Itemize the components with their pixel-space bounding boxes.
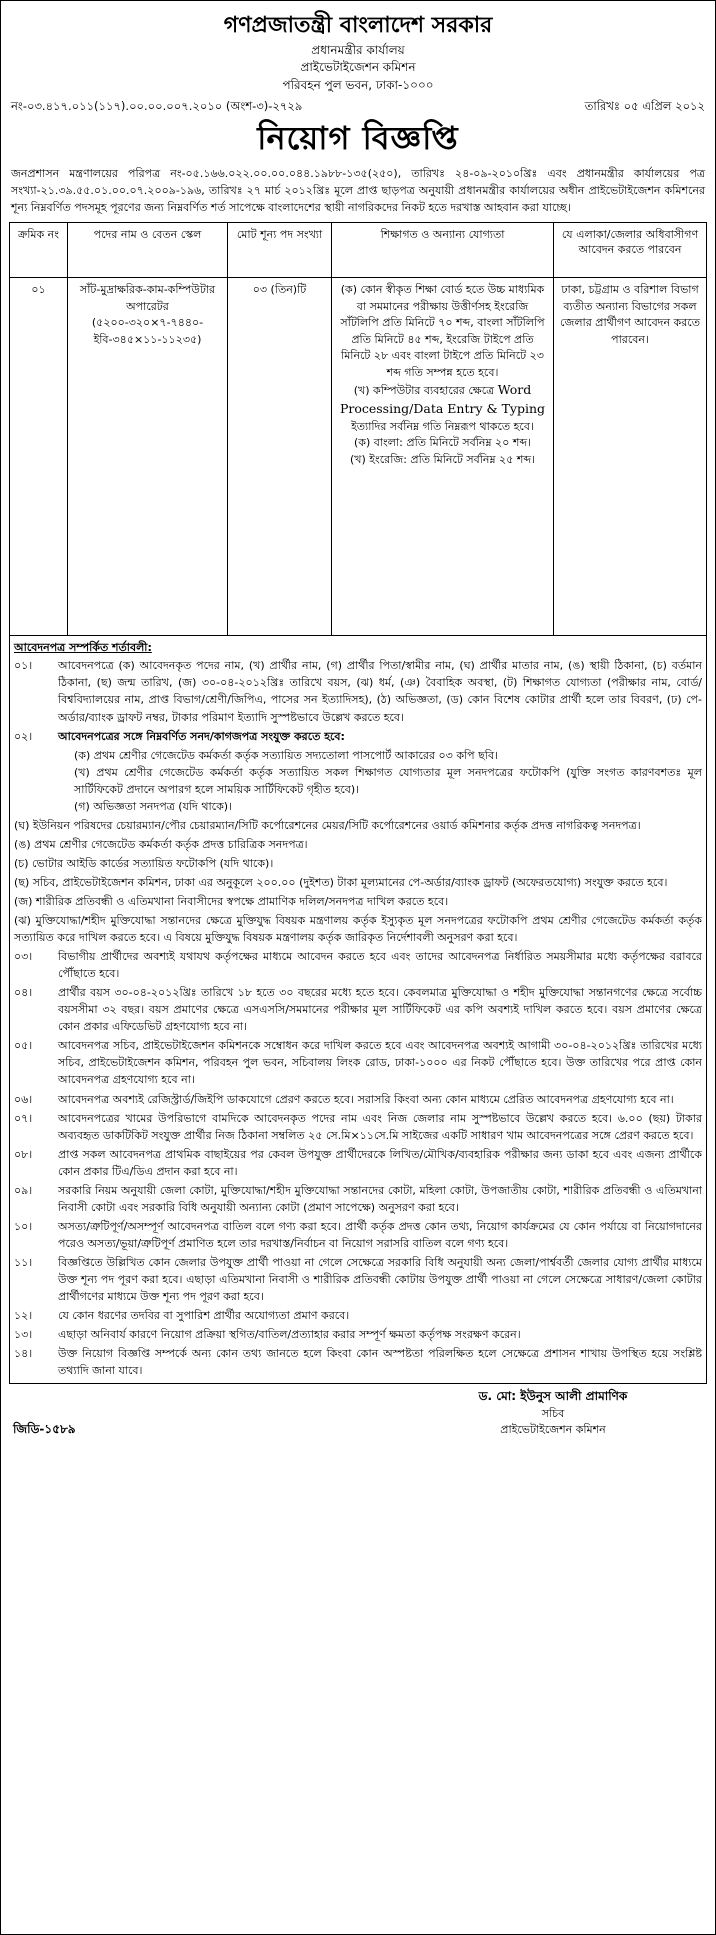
term-subitem: (চ) ভোটার আইডি কার্ডের সত্যায়িত ফটোকপি (যদি থাকে)। [14,856,274,870]
cell-count: ০৩ (তিন)টি [228,278,332,636]
term-text: বিভাগীয় প্রার্থীদের অবশ্যই যথাযথ কর্তৃপক্ষের মাধ্যমে আবেদন করতে হবে এবং তাদের আবেদনপত্র নির্ধারিত সময়সীমার মধ্যে কর্তৃপক্ষের বরাবরে পৌঁছাতে হবে। [58,950,702,981]
office-address: পরিবহন পুল ভবন, ঢাকা-১০০০ [282,77,434,92]
term-number: ০৪। [14,986,33,1000]
cell-qualification [332,278,554,636]
term-subitem: (ছ) সচিব, প্রাইভেটাইজেশন কমিশন, ঢাকা এর অনুকূলে ২০০.০০ (দুইশত) টাকা মূল্যমানের পে-অর্ডার/ব্যাংক ড্রাফট (অফেরতযোগ্য) সংযুক্ত করতে হবে। [14,875,668,889]
header-qualification: শিক্ষাগত ও অন্যান্য যোগ্যতা [332,223,554,278]
qualification-english-speed: (খ) ইংরেজি: প্রতি মিনিটে সর্বনিম্ন ২৫ শব্দ। [349,452,536,466]
term-item [14,984,702,1035]
term-number: ১৪। [14,1347,33,1361]
cell-area: ঢাকা, চট্টগ্রাম ও বরিশাল বিভাগ ব্যতীত অন্যান্য বিভাগের সকল জেলার প্রার্থীগণ আবেদন করতে পারবেন। [554,278,707,636]
term-number: ০২। [14,729,33,743]
government-name: গণপ্রজাতন্ত্রী বাংলাদেশ সরকার [223,13,493,38]
header-count: মোট শূন্য পদ সংখ্যা [228,223,332,278]
footer [9,1384,707,1437]
qualification-bangla-speed: (ক) বাংলা: প্রতি মিনিটে সর্বনিম্ন ২০ শব্দ। [353,436,532,449]
term-number: ০৯। [14,1183,33,1197]
term-item [14,1091,702,1108]
term-item [14,1037,702,1088]
term-number: ০৬। [14,1092,33,1106]
qualification-kha [336,381,549,435]
term-number: ০৫। [14,1039,33,1053]
term-item [14,728,702,745]
signatory-designation: সচিব [541,1406,565,1420]
term-item [14,657,702,725]
term-text: আবেদনপত্রের খামের উপরিভাগে বামদিকে আবেদনকৃত পদের নাম এবং নিজ জেলার নাম সুস্পষ্টভাবে উল্লেখ করতে হবে। ৬.০০ (ছয়) টাকার অব্যবহৃত ডাকটিকিট সংযুক্ত প্রার্থীর নিজ ঠিকানা সম্বলিত ২৫ সে.মি×১১সে.মি সাইজের একটি সাধারণ খাম আবেদনপত্রের সঙ্গে প্রেরণ করতে হবে। [58,1111,702,1142]
term-subitem: (খ) প্রথম শ্রেণীর গেজেটেড কর্মকর্তা কর্তৃক সত্যায়িত সকল শিক্ষাগত যোগ্যতার মূল সনদপত্রের ফটোকপি (যুক্তি সংগত কারণবশতঃ মূল সার্টিফিকেট প্রদানে অপারগ হলে সাময়িক সার্টিফিকেট গৃহীত হবে)। [74,765,702,796]
term-text: প্রাপ্ত সকল আবেদনপত্র প্রাথমিক বাছাইয়ের পর কেবল উপযুক্ত প্রার্থীদেরকে লিখিত/মৌখিক/ব্যবহারিক পরীক্ষার জন্য ডাকা হবে এবং এজন্য প্রার্থীকে কোন প্রকার টিএ/ডিএ প্রদান করা হবে না। [58,1147,702,1178]
office-name: প্রধানমন্ত্রীর কার্যালয় [311,42,405,57]
term-text: আবেদনপত্রে (ক) আবেদনকৃত পদের নাম, (খ) প্রার্থীর নাম, (গ) প্রার্থীর পিতা/স্বামীর নাম, (ঘ) প্রার্থীর মাতার নাম, (ঙ) স্থায়ী ঠিকানা, (চ) বর্তমান ঠিকানা, (ছ) জন্ম তারিখ, (জ) ৩০-০৪-২০১২খ্রিঃ তারিখে বয়স, (ঝ) ধর্ম, (ঞ) বৈবাহিক অবস্থা, (ট) শিক্ষাগত যোগ্যতা (পরীক্ষার নাম, বোর্ড/বিশ্ববিদ্যালয়ের নাম, প্রাপ্ত বিভাগ/শ্রেণী/জিপিএ, পাসের সন ইত্যাদিসহ), (ঠ) অভিজ্ঞতা, (ড) কোন বিশেষ কোটার প্রার্থী হলে তার বিবরণ, (ঢ) পে-অর্ডার/ব্যাংক ড্রাফট নম্বর, টাকার পরিমাণ ইত্যাদি সুস্পষ্টভাবে উল্লেখ করতে হবে। [58,659,702,724]
table-row [10,278,707,636]
term-subitem: (ঝ) মুক্তিযোদ্ধা/শহীদ মুক্তিযোদ্ধা সন্তানদের ক্ষেত্রে মুক্তিযুদ্ধ বিষয়ক মন্ত্রণালয় কর্তৃক ইস্যুকৃত মূল সনদপত্রের ফটোকপি প্রথম শ্রেণীর গেজেটেড কর্মকর্তা কর্তৃক সত্যায়িত করে দাখিল করতে হবে। এ বিষয়ে মুক্তিযুদ্ধ বিষয়ক মন্ত্রণালয় কর্তৃক জারিকৃত নির্দেশাবলী অনুসরণ করা হবে। [14,914,702,945]
notice-title: নিয়োগ বিজ্ঞপ্তি [257,119,459,158]
cell-post [68,278,228,636]
header-serial: ক্রমিক নং [10,223,68,278]
signatory-office: প্রাইভেটাইজেশন কমিশন [500,1422,606,1436]
qualification-kha-english: Word Processing/Data Entry & Typing [339,382,546,416]
term-number: ০১। [14,659,33,673]
term-subitem: (ক) প্রথম শ্রেণীর গেজেটেড কর্মকর্তা কর্তৃক সত্যায়িত সদ্যতোলা পাসপোর্ট আকারের ০৩ কপি ছবি। [74,748,499,762]
term-subitem: (জ) শারীরিক প্রতিবন্ধী ও এতিমখানা নিবাসীদের স্বপক্ষে প্রামাণিক দলিল/সনদপত্র দাখিল করতে হবে। [14,895,449,908]
term-number: ০৭। [14,1111,33,1125]
vacancy-table [9,222,707,636]
term-item [14,1146,702,1180]
term-text: উক্ত নিয়োগ বিজ্ঞপ্তি সম্পর্কে অন্য কোন তথ্য জানতে হলে কিংবা কোন অস্পষ্টতা পরিলক্ষিত হলে সেক্ষেত্রে প্রশাসন শাখায় উপস্থিত হয়ে সংশ্লিষ্ট তথ্যাদি জানা যাবে। [58,1347,702,1378]
reference-row [11,98,705,114]
term-text: এছাড়া অনিবার্য কারণে নিয়োগ প্রক্রিয়া স্থগিত/বাতিল/প্রত্যাহার করার সম্পূর্ণ ক্ষমতা কর্তৃপক্ষ সংরক্ষণ করেন। [58,1328,521,1342]
terms-title: আবেদনপত্র সম্পর্কিত শর্তাবলী: [14,641,152,654]
pay-scale: (৫২০০-৩২০×৭-৭৪৪০-ইবি-৩৪৫×১১-১১২৩৫) [91,316,204,346]
qualification-kha-lead: (খ) কম্পিউটার ব্যবহারের ক্ষেত্রে [353,384,495,397]
term-item [14,948,702,982]
term-text: আবেদনপত্র সচিব, প্রাইভেটাইজেশন কমিশনকে সম্বোধন করে দাখিল করতে হবে এবং আবেদনপত্র অবশ্যই আগামী ৩০-০৪-২০১২খ্রিঃ তারিখের মধ্যে সচিব, প্রাইভেটাইজেশন কমিশন, পরিবহন পুল ভবন, সচিবালয় লিংক রোড, ঢাকা-১০০০ এর নিকট পৌঁছাতে হবে। উক্ত তারিখের পরে প্রাপ্ত কোন আবেদনপত্র গ্রহণযোগ্য হবে না। [58,1039,702,1087]
qualification-ka: (ক) কোন স্বীকৃত শিক্ষা বোর্ড হতে উচ্চ মাধ্যমিক বা সমমানের পরীক্ষায় উত্তীর্ণসহ ইংরেজি সাঁটলিপি প্রতি মিনিটে ৭০ শব্দ, বাংলা সাঁটলিপি প্রতি মিনিটে ৪৫ শব্দ, ইংরেজি টাইপে প্রতি মিনিটে ২৮ এবং বাংলা টাইপে প্রতি মিনিটে ২৩ শব্দ গতি সম্পন্ন হতে হবে। [340,283,545,379]
term-subitem: (ঘ) ইউনিয়ন পরিষদের চেয়ারম্যান/পৌর চেয়ারম্যান/সিটি কর্পোরেশনের মেয়র/সিটি কর্পোরেশনের ওয়ার্ড কমিশনার কর্তৃক প্রদত্ত নাগরিকত্ব সনদপত্র। [14,818,641,832]
term-item [14,1345,702,1379]
term-subitem: (গ) অভিজ্ঞতা সনদপত্র (যদি থাকে)। [74,799,232,813]
term-text: আবেদনপত্র অবশ্যই রেজিস্ট্রার্ড/জিইপি ডাকযোগে প্রেরণ করতে হবে। সরাসরি কিংবা অন্য কোন মাধ্যমে প্রেরিত আবেদনপত্র গ্রহণযোগ্য হবে না। [58,1092,674,1106]
term-item [14,1110,702,1144]
commission-name: প্রাইভেটাইজেশন কমিশন [300,60,416,75]
post-name: সাঁট-মুদ্রাক্ষরিক-কাম-কম্পিউটার অপারেটর [79,283,216,313]
term-number: ১০। [14,1219,33,1233]
term-item [14,1218,702,1252]
signatory-name: ড. মো: ইউনুস আলী প্রামাণিক [478,1389,628,1404]
header-post: পদের নাম ও বেতন স্কেল [68,223,228,278]
term-number: ১৩। [14,1328,33,1342]
intro-paragraph: জনপ্রশাসন মন্ত্রণালয়ের পরিপত্র নং-০৫.১৬৬.০২২.০০.০০.০৪৪.১৯৮৮-১৩৫(২৫০), তারিখঃ ২৪-০৯-২০১০খ্রিঃ এবং প্রধানমন্ত্রীর কার্যালয়ের পত্র সংখ্যা-২১.৩৯.৫৫.০১.০০.০৭.২০০৯-১৯৬, তারিখঃ ২৭ মার্চ ২০১২খ্রিঃ মূলে প্রাপ্ত ছাড়পত্র অনুযায়ী প্রধানমন্ত্রীর কার্যালয়ের অধীন প্রাইভেটাইজেশন কমিশনের শূন্য নিম্নবর্ণিত পদসমূহ পূরণের জন্য নিম্নবর্ণিত শর্ত সাপেক্ষে বাংলাদেশের স্থায়ী নাগরিকদের নিকট হতে দরখাস্ত আহবান করা যাচ্ছে। [11,166,705,214]
memo-number: নং-০৩.৪১৭.০১১(১১৭).০০.০০.০০৭.২০১০ (অংশ-৩)-২৭২৯ [11,98,303,113]
table-header-row [10,223,707,278]
letterhead [9,11,707,94]
qualification-kha-tail: ইত্যাদির সর্বনিম্ন গতি নিম্নরূপ থাকতে হবে। [351,419,534,433]
term-text: সরকারি নিয়ম অনুযায়ী জেলা কোটা, মুক্তিযোদ্ধা/শহীদ মুক্তিযোদ্ধা সন্তানদের কোটা, মহিলা কোটা, উপজাতীয় কোটা, শারীরিক প্রতিবন্ধী ও এতিমখানা নিবাসী কোটা এবং সরকারি বিধি অনুযায়ী অন্যান্য কোটা (প্রমাণ সাপেক্ষে) অনুসরণ করা হবে। [58,1183,702,1214]
term-text: যে কোন ধরণের তদবির বা সুপারিশ প্রার্থীর অযোগ্যতা প্রমাণ করবে। [58,1309,350,1323]
term-item [14,1307,702,1324]
term-number: ০৮। [14,1147,33,1161]
term-item [14,1326,702,1343]
term-number: ১১। [14,1255,33,1269]
term-item [14,1254,702,1305]
gd-code: জিডি-১৫৮৯ [13,1421,76,1436]
memo-date: তারিখঃ ০৫ এপ্রিল ২০১২ [584,98,705,113]
term-text: অসত্য/ত্রুটিপূর্ণ/অসম্পূর্ণ আবেদনপত্র বাতিল বলে গণ্য করা হবে। প্রার্থী কর্তৃক প্রদত্ত কোন তথ্য, নিয়োগ কার্যক্রমের যে কোন পর্যায়ে বা নিয়োগদানের পরেও অসত্য/ভূয়া/ত্রুটিপূর্ণ প্রমাণিত হলে তার দরখাস্ত/নির্বাচন বা নিয়োগ সরাসরি বাতিল বলে গণ্য হবে। [58,1219,702,1250]
term-text: বিজ্ঞপ্তিতে উল্লিখিত কোন জেলার উপযুক্ত প্রার্থী পাওয়া না গেলে সেক্ষেত্রে সরকারি বিধি অনুযায়ী অন্য জেলা/পার্শ্ববর্তী জেলার যোগ্য প্রার্থীর মাধ্যমে উক্ত শূন্য পদ পূরণ করা হবে। এছাড়া এতিমখানা নিবাসী ও শারীরিক প্রতিবন্ধী কোটায় উপযুক্ত প্রার্থী পাওয়া না গেলে সেক্ষেত্রে সাধারণ/জেলা কোটার প্রার্থীগণের মাধ্যমে উক্ত শূন্য পদ পূরণ করা হবে। [58,1255,702,1304]
term-subitem: (ঙ) প্রথম শ্রেণীর গেজেটেড কর্মকর্তা কর্তৃক প্রদত্ত চারিত্রিক সনদপত্র। [14,837,308,851]
term-text: আবেদনপত্রের সঙ্গে নিম্নবর্ণিত সনদ/কাগজপত্র সংযুক্ত করতে হবে: [58,729,345,743]
term-item [14,1182,702,1216]
term-number: ০৩। [14,950,33,964]
signature-block [423,1388,683,1437]
term-number: ১২। [14,1309,33,1323]
cell-serial: ০১ [10,278,68,636]
header-area: যে এলাকা/জেলার অধিবাসীগণ আবেদন করতে পারবেন [554,223,707,278]
term-text: প্রার্থীর বয়স ৩০-০৪-২০১২খ্রিঃ তারিখে ১৮ হতে ৩০ বছরের মধ্যে হতে হবে। কেবলমাত্র মুক্তিযোদ্ধা ও শহীদ মুক্তিযোদ্ধা সন্তানগণের ক্ষেত্রে সর্বোচ্চ বয়সসীমা ৩২ বছর। বয়স প্রমাণের ক্ষেত্রে এসএসসি/সমমানের পরীক্ষার মূল সার্টিফিকেট এর কপি অবশ্যই দাখিল করতে হবে। বয়স প্রমাণের ক্ষেত্রে কোন প্রকার এফিডেভিট গ্রহণযোগ্য হবে না। [58,986,702,1034]
terms-section [9,636,707,1384]
